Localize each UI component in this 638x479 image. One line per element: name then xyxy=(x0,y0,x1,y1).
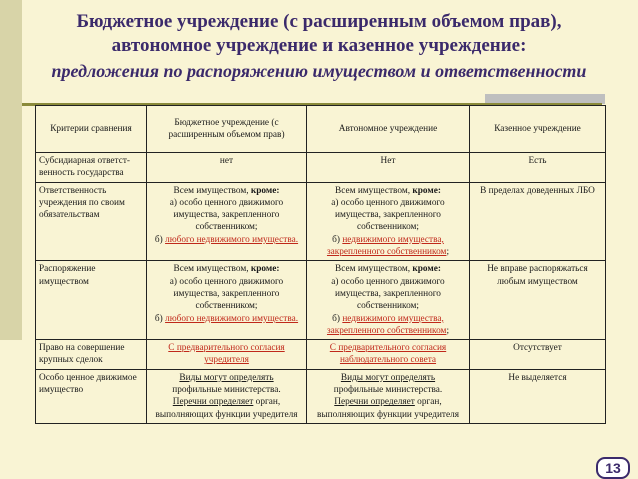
cell-autonomous xyxy=(307,182,470,261)
header-budget: Бюджетное учреждение (с расширенным объемом прав) xyxy=(147,106,307,153)
title-line-1: Бюджетное учреждение (с расширенным объемом прав), xyxy=(76,11,562,32)
text: Всем имуществом, xyxy=(173,185,251,196)
header-state: Казенное учреждение xyxy=(470,106,606,153)
table-row-subsidiary xyxy=(36,153,606,183)
text: Всем имуществом, xyxy=(335,185,413,196)
text: б) xyxy=(332,313,343,324)
table-row-deals xyxy=(36,340,606,370)
highlight-text: С предварительного согласия учредителя xyxy=(168,343,285,366)
text: Всем имуществом, xyxy=(335,264,413,275)
text: а) особо ценного движимого имущества, закрепленного собственником; xyxy=(169,197,284,233)
text: профильные министерства. xyxy=(172,385,281,396)
table-row-disposal xyxy=(36,261,606,340)
header-autonomous: Автономное учреждение xyxy=(307,106,470,153)
cell-budget: нет xyxy=(147,153,307,183)
underlined-text: Виды могут определять xyxy=(340,372,436,383)
cell-budget xyxy=(147,261,307,340)
title-line-2: автономное учреждение и казенное учреждение: xyxy=(111,35,527,56)
except-label: кроме: xyxy=(250,264,280,275)
page-number-badge: 13 xyxy=(596,457,630,479)
cell-budget xyxy=(147,369,307,423)
highlight-text: любого недвижимого имущества. xyxy=(165,234,299,245)
cell-criteria: Субсидиарная ответст-венность государства xyxy=(36,153,147,183)
cell-criteria: Распоряжение имуществом xyxy=(36,261,147,340)
text: Всем имуществом, xyxy=(173,264,251,275)
slide-title xyxy=(0,10,638,84)
table-row-liability xyxy=(36,182,606,261)
cell-state: Не выделяется xyxy=(470,369,606,423)
table-row-valuable xyxy=(36,369,606,423)
text: а) особо ценного движимого имущества, закрепленного собственником; xyxy=(331,276,445,312)
underlined-text: Перечни определяет xyxy=(172,397,254,408)
table-header-row xyxy=(36,106,606,153)
highlight-text: любого недвижимого имущества. xyxy=(165,313,299,324)
cell-criteria: Право на совершение крупных сделок xyxy=(36,340,147,370)
title-line-3: предложения по распоряжению имуществом и ответственности xyxy=(51,61,587,81)
cell-criteria: Ответственность учреждения по своим обязательствам xyxy=(36,182,147,261)
text: б) xyxy=(332,234,343,245)
cell-state: Не вправе распоряжаться любым имуществом xyxy=(470,261,606,340)
text: профильные министерства. xyxy=(333,385,443,396)
except-label: кроме: xyxy=(412,264,441,275)
cell-autonomous xyxy=(307,261,470,340)
underlined-text: Перечни определяет xyxy=(334,397,415,408)
underlined-text: Виды могут определять xyxy=(179,372,274,383)
text: а) особо ценного движимого имущества, закрепленного собственником; xyxy=(169,276,284,312)
cell-autonomous: Нет xyxy=(307,153,470,183)
cell-state: Отсутствует xyxy=(470,340,606,370)
cell-autonomous xyxy=(307,340,470,370)
cell-budget xyxy=(147,340,307,370)
highlight-text: С предварительного согласия наблюдательного совета xyxy=(329,343,447,366)
cell-criteria: Особо ценное движимое имущество xyxy=(36,369,147,423)
highlight-text: недвижимого имущества, закрепленного собственником xyxy=(326,234,447,258)
cell-autonomous xyxy=(307,369,470,423)
text: орган, выполняющих функции учредителя xyxy=(316,397,460,420)
except-label: кроме: xyxy=(250,185,280,196)
text: ; xyxy=(446,247,450,258)
highlight-text: недвижимого имущества, закрепленного собственником xyxy=(326,313,447,336)
header-criteria: Критерии сравнения xyxy=(36,106,147,153)
text: б) xyxy=(154,313,166,324)
text: ; xyxy=(446,325,450,336)
cell-state: Есть xyxy=(470,153,606,183)
cell-state: В пределах доведенных ЛБО xyxy=(470,182,606,261)
text: орган, выполняющих функции учредителя xyxy=(155,397,298,420)
except-label: кроме: xyxy=(412,185,441,196)
text: а) особо ценного движимого имущества, закрепленного собственником; xyxy=(331,197,445,233)
text: б) xyxy=(154,234,166,245)
cell-budget xyxy=(147,182,307,261)
comparison-table xyxy=(35,105,606,424)
